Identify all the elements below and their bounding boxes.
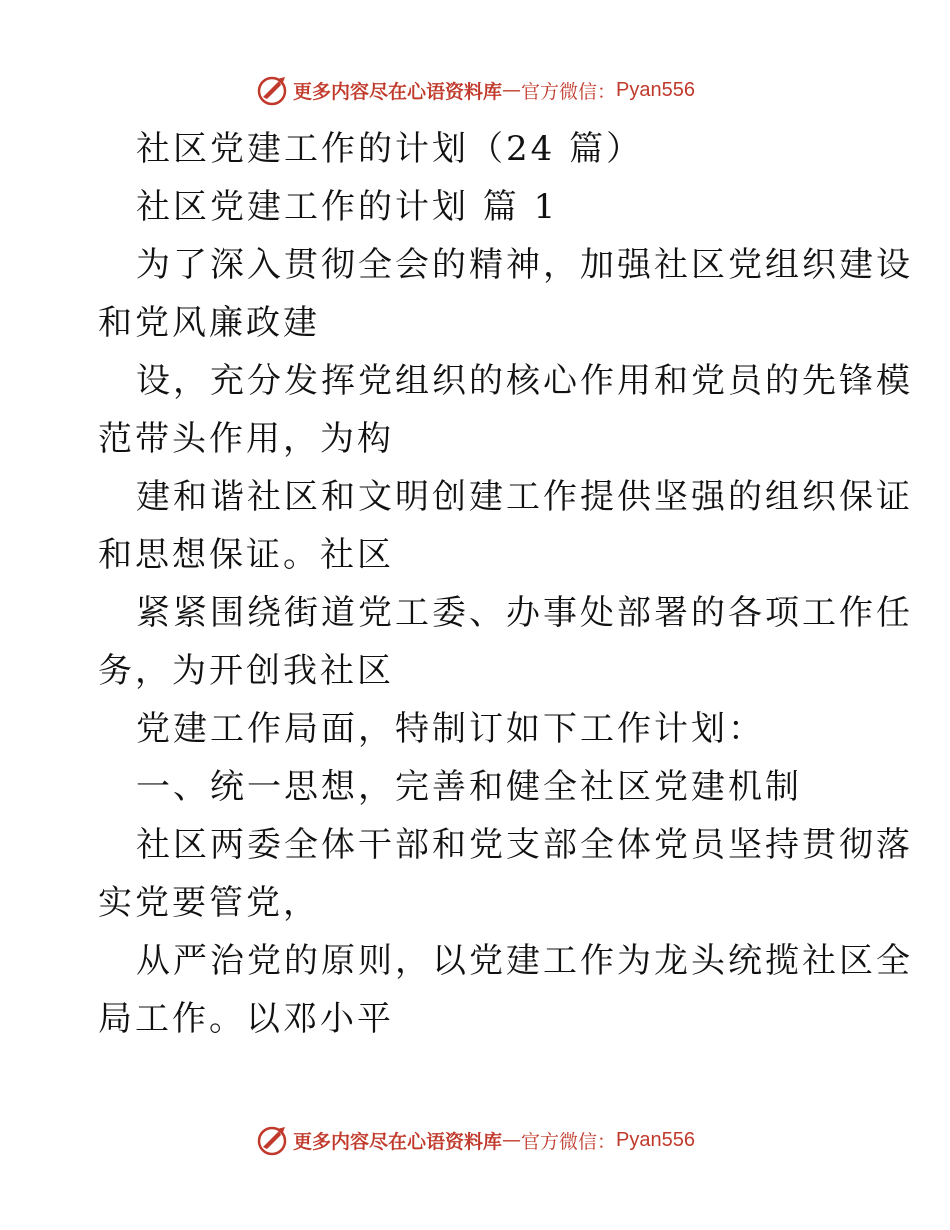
paragraph-line: 建和谐社区和文明创建工作提供坚强的组织保证 <box>136 477 913 517</box>
document-body <box>98 120 913 1048</box>
paragraph-line: 党建工作局面，特制订如下工作计划： <box>136 709 765 749</box>
paragraph-line: 和党风廉政建 <box>98 303 320 343</box>
feather-logo-icon <box>255 1123 289 1157</box>
header-watermark <box>0 70 950 110</box>
section-heading: 社区党建工作的计划 篇 1 <box>136 187 559 227</box>
paragraph-line: 局工作。以邓小平 <box>98 999 394 1039</box>
paragraph-line: 务，为开创我社区 <box>98 651 394 691</box>
footer-watermark <box>0 1120 950 1160</box>
watermark-official-label: 官方微信： <box>521 80 617 103</box>
paragraph-line: 社区两委全体干部和党支部全体党员坚持贯彻落 <box>136 825 913 865</box>
paragraph-line: 为了深入贯彻全会的精神，加强社区党组织建设 <box>136 245 913 285</box>
subsection-heading: 一、统一思想，完善和健全社区党建机制 <box>136 767 802 807</box>
watermark-separator: — <box>502 1129 522 1151</box>
paragraph-line: 实党要管党， <box>98 883 320 923</box>
paragraph-line: 范带头作用，为构 <box>98 419 394 459</box>
watermark-wechat-id: Pyan556 <box>616 1128 695 1151</box>
watermark-main-text: 更多内容尽在心语资料库 <box>293 1130 503 1153</box>
watermark-separator: — <box>502 79 522 101</box>
feather-logo-icon <box>255 73 289 107</box>
document-title: 社区党建工作的计划（24 篇） <box>136 129 644 169</box>
watermark-main-text: 更多内容尽在心语资料库 <box>293 80 503 103</box>
watermark-official-label: 官方微信： <box>521 1130 617 1153</box>
paragraph-line: 和思想保证。社区 <box>98 535 394 575</box>
paragraph-line: 紧紧围绕街道党工委、办事处部署的各项工作任 <box>136 593 913 633</box>
watermark-wechat-id: Pyan556 <box>616 78 695 101</box>
paragraph-line: 设，充分发挥党组织的核心作用和党员的先锋模 <box>136 361 913 401</box>
paragraph-line: 从严治党的原则，以党建工作为龙头统揽社区全 <box>136 941 913 981</box>
